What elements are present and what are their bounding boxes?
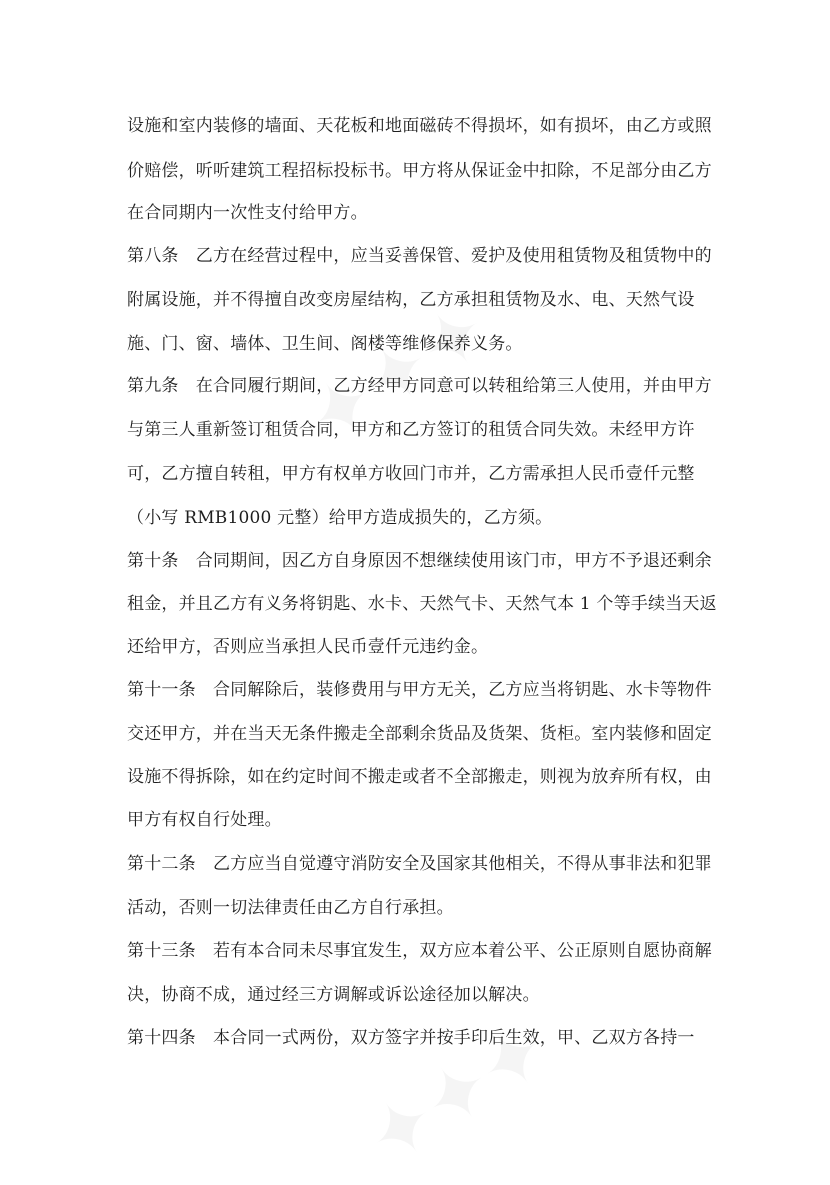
text-line: 在合同期内一次性支付给甲方。 (127, 203, 368, 223)
text-line: 交还甲方，并在当天无条件搬走全部剩余货品及货架、货柜。室内装修和固定 (127, 724, 712, 744)
text-line: 第十一条 合同解除后，装修费用与甲方无关，乙方应当将钥匙、水卡等物件 (127, 680, 712, 700)
text-line: 第八条 乙方在经营过程中，应当妥善保管、爱护及使用租赁物及租赁物中的 (127, 246, 712, 266)
text-line: 决，协商不成，通过经三方调解或诉讼途径加以解决。 (127, 985, 540, 1005)
text-line: 设施不得拆除，如在约定时间不搬走或者不全部搬走，则视为放弃所有权，由 (127, 767, 712, 787)
text-line: 施、门、窗、墙体、卫生间、阁楼等维修保养义务。 (127, 334, 523, 354)
text-line: 第九条 在合同履行期间，乙方经甲方同意可以转租给第三人使用，并由甲方 (127, 376, 712, 396)
text-line: 租金，并且乙方有义务将钥匙、水卡、天然气卡、天然气本 1 个等手续当天返 (127, 594, 717, 614)
text-line: 甲方有权自行处理。 (127, 810, 282, 830)
text-line: 第十条 合同期间，因乙方自身原因不想继续使用该门市，甲方不予退还剩余 (127, 551, 712, 571)
text-line: 活动，否则一切法律责任由乙方自行承担。 (127, 898, 454, 918)
text-line: 价赔偿，听听建筑工程招标投标书。甲方将从保证金中扣除，不足部分由乙方 (127, 161, 712, 181)
text-line: 第十二条 乙方应当自觉遵守消防安全及国家其他相关，不得从事非法和犯罪 (127, 854, 712, 874)
text-line: 设施和室内装修的墙面、天花板和地面磁砖不得损坏，如有损坏，由乙方或照 (127, 116, 712, 136)
text-line: （小写 RMB1000 元整）给甲方造成损失的，乙方须。 (127, 508, 553, 528)
text-line: 附属设施，并不得擅自改变房屋结构，乙方承担租赁物及水、电、天然气设 (127, 290, 695, 310)
text-line: 还给甲方，否则应当承担人民币壹仟元违约金。 (127, 637, 489, 657)
text-line: 第十四条 本合同一式两份，双方签字并按手印后生效，甲、乙双方各持一 (127, 1028, 695, 1048)
text-line: 与第三人重新签订租赁合同，甲方和乙方签订的租赁合同失效。未经甲方许 (127, 420, 695, 440)
text-line: 可，乙方擅自转租，甲方有权单方收回门市并，乙方需承担人民币壹仟元整 (127, 464, 695, 484)
text-line: 第十三条 若有本合同未尽事宜发生，双方应本着公平、公正原则自愿协商解 (127, 941, 712, 961)
